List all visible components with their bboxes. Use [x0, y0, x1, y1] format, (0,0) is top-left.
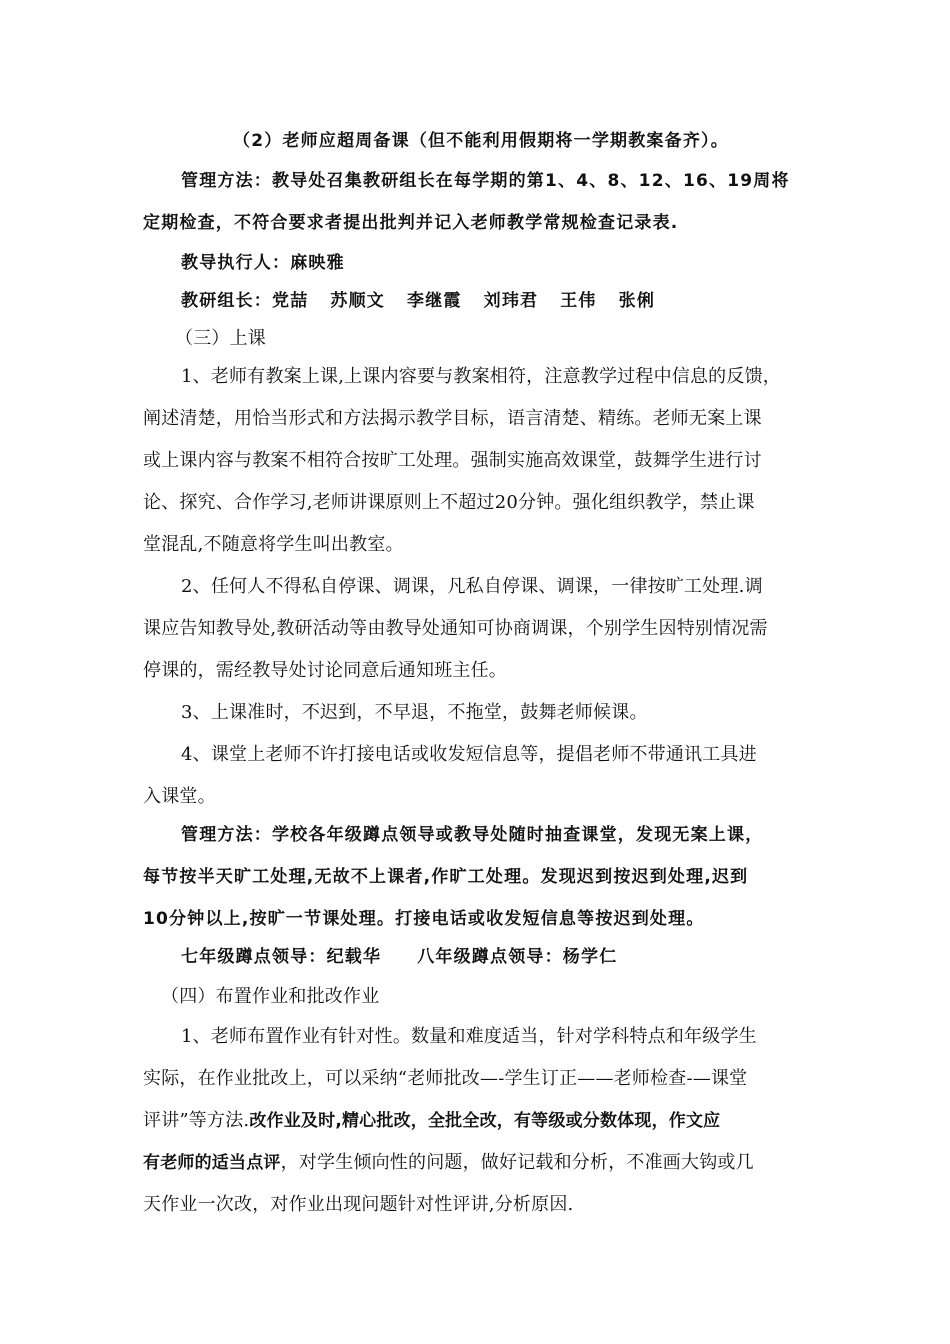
paragraph-4-1-text: 评讲”等方法. [143, 1110, 250, 1131]
group-leader-name: 张俐 [618, 291, 656, 311]
paragraph-4-1-line: 天作业一次改，对作业出现问题针对性评讲,分析原因. [143, 1194, 574, 1215]
paragraph-3-1-line: 堂混乱,不随意将学生叫出教室。 [143, 534, 404, 555]
paragraph-3-1-line: 1、老师有教案上课,上课内容要与教案相符，注意教学过程中信息的反馈， [181, 366, 781, 387]
paragraph-4-1-line: 实际，在作业批改上，可以采纳“老师批改—-学生订正——老师检查-—课堂 [143, 1068, 748, 1089]
paragraph-4-1-emphasis: 有老师的适当点评 [143, 1153, 281, 1173]
research-group-leaders [143, 288, 655, 314]
group-leaders-label: 教研组长： [181, 291, 272, 311]
section-4-heading: （四）布置作业和批改作业 [161, 986, 380, 1007]
paragraph-3-4-line: 4、课堂上老师不许打接电话或收发短信息等，提倡老师不带通讯工具进 [181, 744, 757, 765]
section-2-heading: （2）老师应超周备课（但不能利用假期将一学期教案备齐）。 [233, 131, 729, 151]
group-leader-name: 刘玮君 [483, 291, 539, 311]
paragraph-3-1-line: 阐述清楚，用恰当形式和方法揭示教学目标，语言清楚、精练。老师无案上课 [143, 408, 762, 429]
document-page [143, 0, 813, 1344]
paragraph-3-2-line: 课应告知教导处,教研活动等由教导处通知可协商调课，个别学生因特别情况需 [143, 618, 768, 639]
management-method-3-line: 10分钟以上,按旷一节课处理。打接电话或收发短信息等按迟到处理。 [143, 909, 705, 929]
paragraph-3-4-line: 入课堂。 [143, 786, 216, 807]
grade-8-leader: 八年级蹲点领导：杨学仁 [417, 947, 618, 967]
group-leader-name: 王伟 [560, 291, 597, 311]
management-method-3-line: 每节按半天旷工处理,无故不上课者,作旷工处理。发现迟到按迟到处理,迟到 [143, 867, 749, 887]
group-leader-name: 李继霞 [407, 291, 462, 311]
paragraph-3-2-line: 2、任何人不得私自停课、调课，凡私自停课、调课，一律按旷工处理.调 [181, 576, 763, 597]
grade-leaders [143, 944, 617, 970]
group-leader-name: 苏顺文 [330, 291, 386, 311]
grade-7-leader: 七年级蹲点领导：纪载华 [181, 947, 382, 967]
paragraph-3-3-line: 3、上课准时，不迟到，不早退，不拖堂，鼓舞老师候课。 [181, 702, 648, 723]
paragraph-4-1-line [143, 1108, 720, 1134]
paragraph-4-1-line: 1、老师布置作业有针对性。数量和难度适当，针对学科特点和年级学生 [181, 1026, 757, 1047]
group-leader-name: 党喆 [272, 291, 309, 311]
paragraph-4-1-text: ，对学生倾向性的问题，做好记载和分析，不准画大钩或几 [280, 1152, 754, 1173]
teaching-executor: 教导执行人：麻映雅 [181, 253, 345, 273]
paragraph-3-1-line: 或上课内容与教案不相符合按旷工处理。强制实施高效课堂，鼓舞学生进行讨 [143, 450, 762, 471]
management-method-3-line: 管理方法：学校各年级蹲点领导或教导处随时抽查课堂，发现无案上课， [181, 825, 764, 845]
paragraph-4-1-emphasis: 改作业及时,精心批改，全批全改，有等级或分数体现，作文应 [249, 1111, 721, 1131]
paragraph-3-2-line: 停课的，需经教导处讨论同意后通知班主任。 [143, 660, 507, 681]
management-method-line-1: 管理方法：教导处召集教研组长在每学期的第1、4、8、12、16、19周将 [181, 171, 790, 191]
paragraph-4-1-line [143, 1150, 754, 1176]
section-3-heading: （三）上课 [175, 328, 266, 349]
paragraph-3-1-line: 论、探究、合作学习,老师讲课原则上不超过20分钟。强化组织教学，禁止课 [143, 492, 755, 513]
management-method-line-2: 定期检查，不符合要求者提出批判并记入老师教学常规检查记录表. [143, 213, 679, 233]
